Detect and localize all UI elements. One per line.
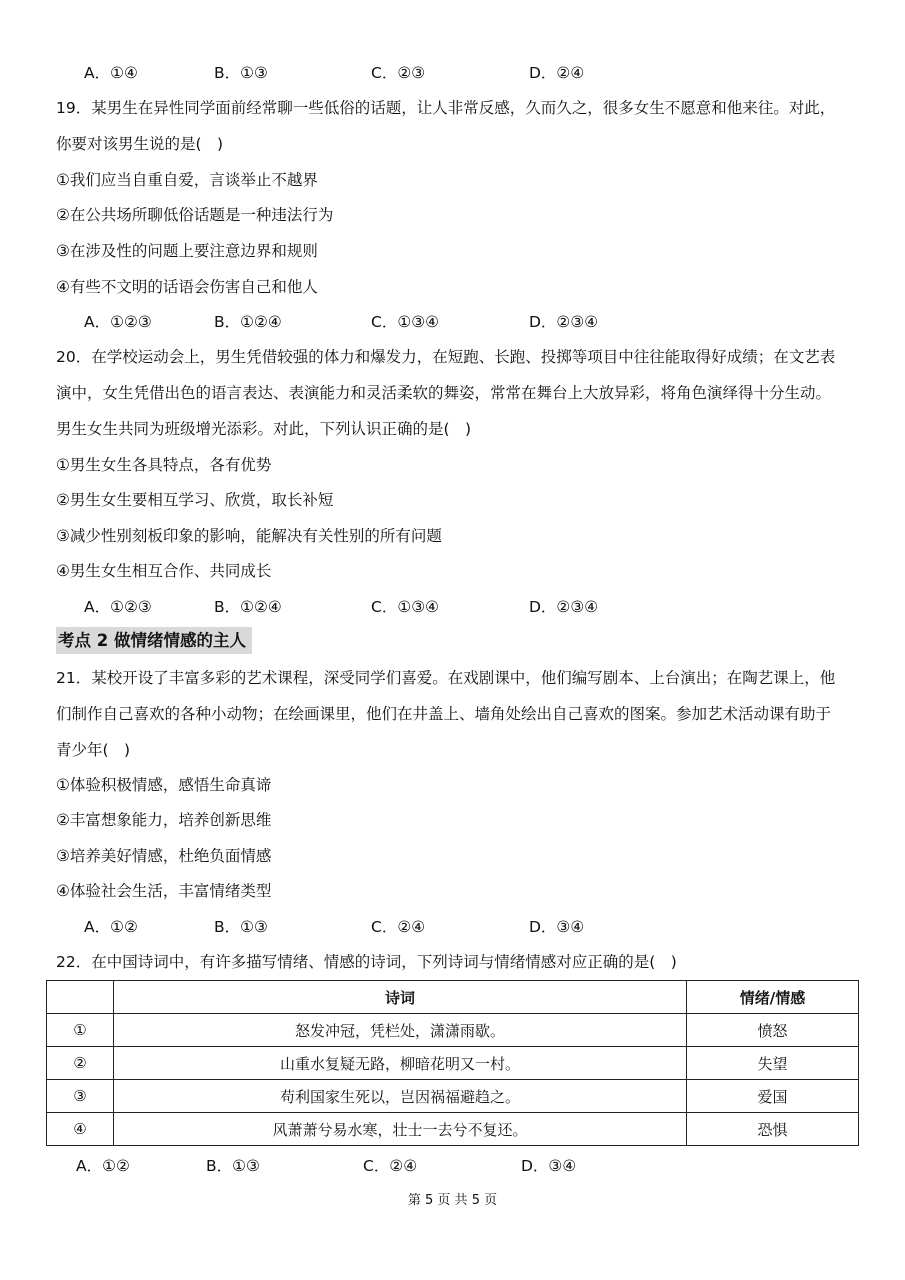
q19-option-a: A．①②③ xyxy=(84,313,152,331)
row-index: ② xyxy=(47,1047,114,1080)
table-header-index xyxy=(47,981,114,1014)
q19-item-2: ②在公共场所聊低俗话题是一种违法行为 xyxy=(56,206,334,224)
row-index: ① xyxy=(47,1014,114,1047)
row-emotion: 愤怒 xyxy=(687,1014,859,1047)
q21-option-a: A．①② xyxy=(84,918,138,936)
q19-option-b: B．①②④ xyxy=(214,313,282,331)
q21-option-d: D．③④ xyxy=(529,918,585,936)
q19-item-4: ④有些不文明的话语会伤害自己和他人 xyxy=(56,278,318,296)
table-header-emotion: 情绪/情感 xyxy=(687,981,859,1014)
q21-item-4: ④体验社会生活，丰富情绪类型 xyxy=(56,882,272,900)
q20-option-c: C．①③④ xyxy=(371,598,440,616)
table-row xyxy=(47,1014,859,1047)
q18-option-d: D．②④ xyxy=(529,64,585,82)
q21-item-1: ①体验积极情感，感悟生命真谛 xyxy=(56,776,272,794)
poem-emotion-table xyxy=(46,980,859,1146)
q19-option-d: D．②③④ xyxy=(529,313,599,331)
q21-item-2: ②丰富想象能力，培养创新思维 xyxy=(56,811,272,829)
section-heading: 考点 2 做情绪情感的主人 xyxy=(56,627,252,654)
q21-stem-line-2: 们制作自己喜欢的各种小动物；在绘画课里，他们在井盖上、墙角处绘出自己喜欢的图案。参加艺术活动课有助于 xyxy=(56,705,832,723)
q19-item-1: ①我们应当自重自爱，言谈举止不越界 xyxy=(56,171,318,189)
q21-option-c: C．②④ xyxy=(371,918,426,936)
q20-item-2: ②男生女生要相互学习、欣赏，取长补短 xyxy=(56,491,334,509)
q22-option-b: B．①③ xyxy=(206,1157,260,1175)
page-footer: 第 5 页 共 5 页 xyxy=(407,1193,498,1208)
q22-stem: 22．在中国诗词中，有许多描写情绪、情感的诗词，下列诗词与情绪情感对应正确的是( ) xyxy=(56,953,677,971)
q21-option-b: B．①③ xyxy=(214,918,268,936)
row-emotion: 失望 xyxy=(687,1047,859,1080)
table-header-row xyxy=(47,981,859,1014)
q20-item-1: ①男生女生各具特点，各有优势 xyxy=(56,456,272,474)
row-emotion: 爱国 xyxy=(687,1080,859,1113)
row-poem: 苟利国家生死以，岂因祸福避趋之。 xyxy=(114,1080,687,1113)
q22-option-c: C．②④ xyxy=(363,1157,418,1175)
q20-option-a: A．①②③ xyxy=(84,598,152,616)
table-row xyxy=(47,1080,859,1113)
row-index: ③ xyxy=(47,1080,114,1113)
row-poem: 怒发冲冠，凭栏处，潇潇雨歇。 xyxy=(114,1014,687,1047)
table-header-poem: 诗词 xyxy=(114,981,687,1014)
q21-stem-line-1: 21．某校开设了丰富多彩的艺术课程，深受同学们喜爱。在戏剧课中，他们编写剧本、上台演出；在陶艺课上，他 xyxy=(56,669,836,687)
row-emotion: 恐惧 xyxy=(687,1113,859,1146)
q20-option-d: D．②③④ xyxy=(529,598,599,616)
q20-stem-line-3: 男生女生共同为班级增光添彩。对此，下列认识正确的是( ) xyxy=(56,420,472,438)
q20-item-4: ④男生女生相互合作、共同成长 xyxy=(56,562,272,580)
q20-stem-line-1: 20．在学校运动会上，男生凭借较强的体力和爆发力，在短跑、长跑、投掷等项目中往往能取得好成绩；在文艺表 xyxy=(56,348,836,366)
q19-item-3: ③在涉及性的问题上要注意边界和规则 xyxy=(56,242,318,260)
q22-option-d: D．③④ xyxy=(521,1157,577,1175)
q19-stem-line-1: 19．某男生在异性同学面前经常聊一些低俗的话题，让人非常反感，久而久之，很多女生不愿意和他来往。对此， xyxy=(56,99,836,117)
table-row xyxy=(47,1113,859,1146)
q20-option-b: B．①②④ xyxy=(214,598,282,616)
q19-option-c: C．①③④ xyxy=(371,313,440,331)
row-poem: 风萧萧兮易水寒，壮士一去兮不复还。 xyxy=(114,1113,687,1146)
q21-item-3: ③培养美好情感，杜绝负面情感 xyxy=(56,847,272,865)
table-row xyxy=(47,1047,859,1080)
q20-item-3: ③减少性别刻板印象的影响，能解决有关性别的所有问题 xyxy=(56,527,442,545)
row-poem: 山重水复疑无路，柳暗花明又一村。 xyxy=(114,1047,687,1080)
q19-stem-line-2: 你要对该男生说的是( ) xyxy=(56,135,224,153)
q20-stem-line-2: 演中，女生凭借出色的语言表达、表演能力和灵活柔软的舞姿，常常在舞台上大放异彩，将角色演绎得十分生动。 xyxy=(56,384,832,402)
q22-option-a: A．①② xyxy=(76,1157,130,1175)
row-index: ④ xyxy=(47,1113,114,1146)
q21-stem-line-3: 青少年( ) xyxy=(56,741,131,759)
q18-option-b: B．①③ xyxy=(214,64,268,82)
q18-option-c: C．②③ xyxy=(371,64,426,82)
q18-option-a: A．①④ xyxy=(84,64,138,82)
